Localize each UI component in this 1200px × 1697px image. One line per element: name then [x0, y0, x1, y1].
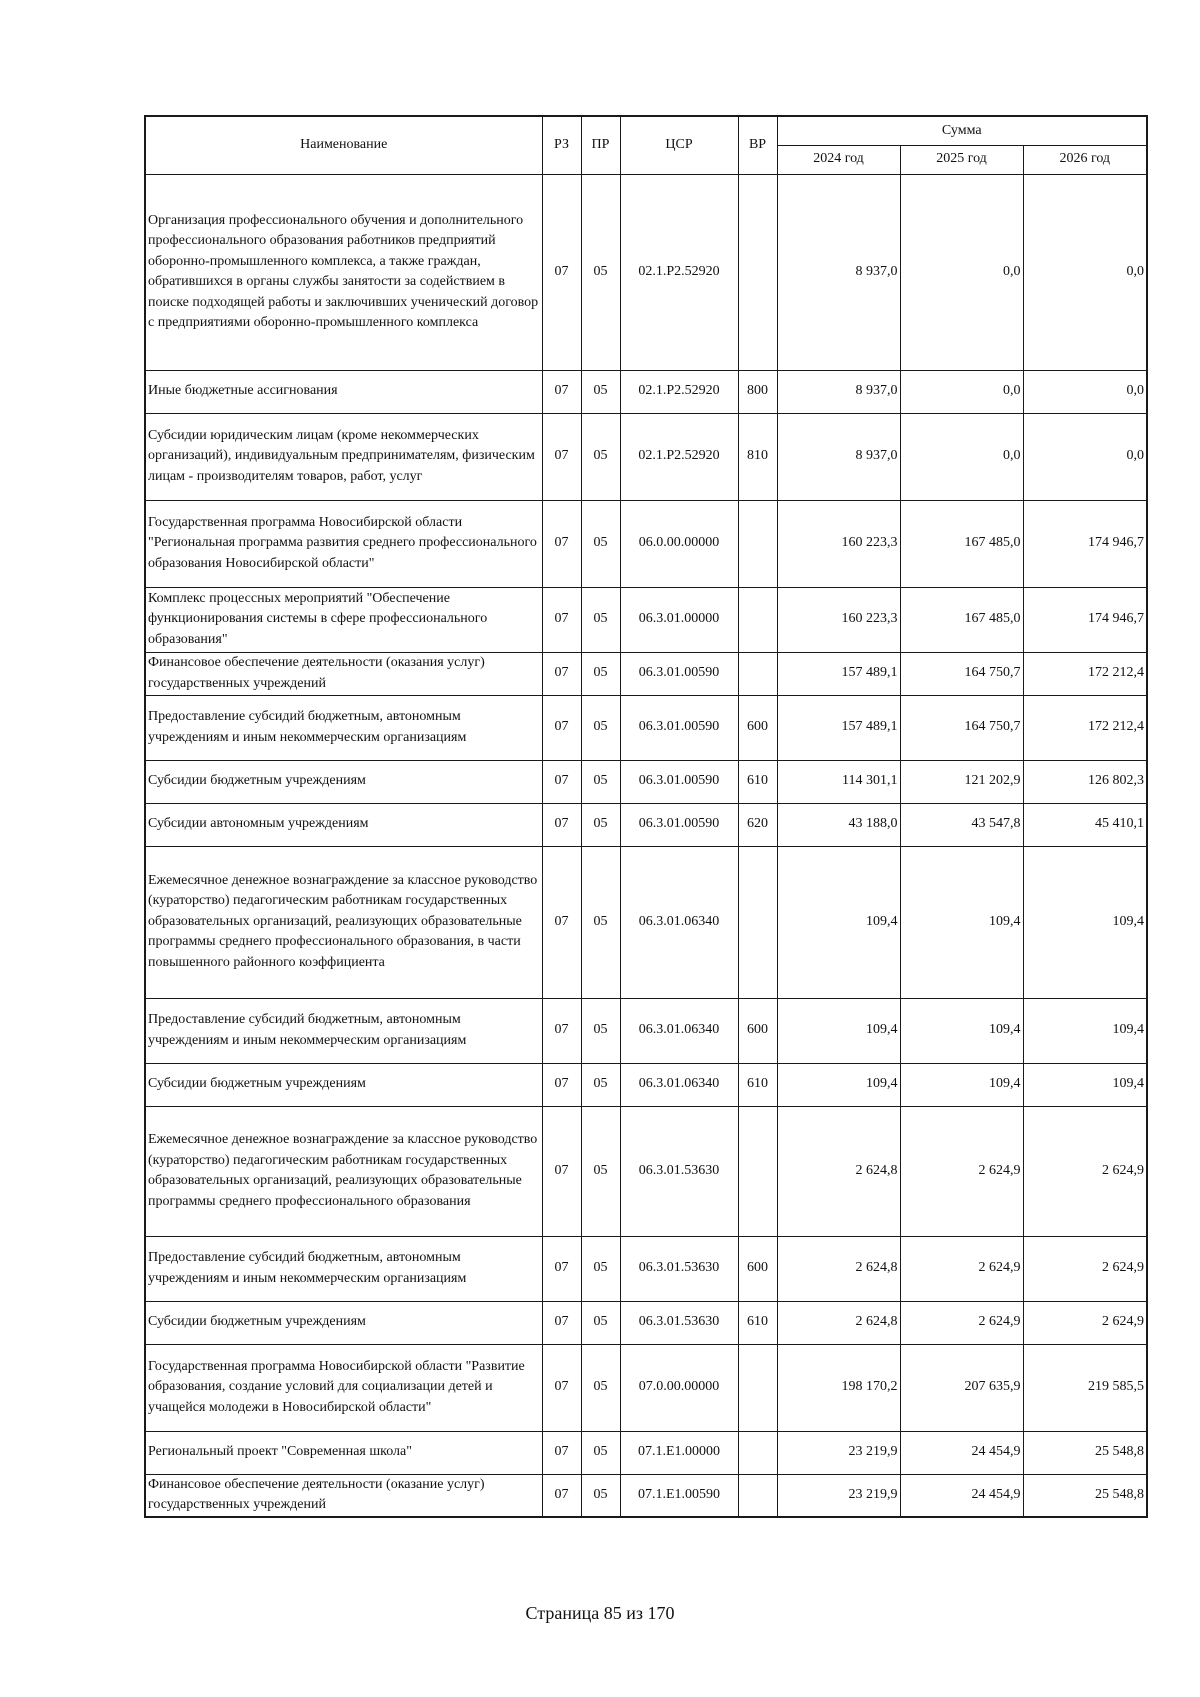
cell-pr: 05 — [581, 174, 620, 370]
table-row — [145, 1431, 1147, 1474]
cell-2025: 167 485,0 — [900, 500, 1023, 587]
cell-2025: 164 750,7 — [900, 695, 1023, 760]
cell-vr: 600 — [738, 1236, 777, 1301]
cell-vr — [738, 1431, 777, 1474]
cell-2026: 109,4 — [1023, 1063, 1147, 1106]
cell-csr: 07.0.00.00000 — [620, 1344, 738, 1431]
table-header — [145, 116, 1147, 174]
header-name: Наименование — [145, 116, 542, 174]
cell-2026: 45 410,1 — [1023, 803, 1147, 846]
cell-pr: 05 — [581, 652, 620, 695]
cell-2025: 164 750,7 — [900, 652, 1023, 695]
header-sum: Сумма — [777, 116, 1147, 145]
cell-csr: 06.3.01.53630 — [620, 1301, 738, 1344]
table-row — [145, 1474, 1147, 1517]
cell-vr: 810 — [738, 413, 777, 500]
cell-2024: 198 170,2 — [777, 1344, 900, 1431]
cell-2026: 172 212,4 — [1023, 695, 1147, 760]
table-body — [145, 174, 1147, 1517]
cell-2026: 0,0 — [1023, 174, 1147, 370]
cell-vr — [738, 1106, 777, 1236]
cell-name: Государственная программа Новосибирской области "Развитие образования, создание условий для социализации детей и учащейся молодежи в Новосибирской области" — [145, 1344, 542, 1431]
header-2025: 2025 год — [900, 145, 1023, 174]
cell-rz: 07 — [542, 695, 581, 760]
cell-2024: 109,4 — [777, 846, 900, 998]
cell-pr: 05 — [581, 370, 620, 413]
cell-2026: 219 585,5 — [1023, 1344, 1147, 1431]
table-row — [145, 1344, 1147, 1431]
cell-2024: 2 624,8 — [777, 1236, 900, 1301]
cell-2025: 0,0 — [900, 413, 1023, 500]
cell-vr — [738, 652, 777, 695]
cell-csr: 07.1.E1.00590 — [620, 1474, 738, 1517]
header-rz: РЗ — [542, 116, 581, 174]
header-2024: 2024 год — [777, 145, 900, 174]
cell-name: Ежемесячное денежное вознаграждение за классное руководство (кураторство) педагогическим работникам государственных образовательных организаций, реализующих образовательные программы среднего профессионального образования — [145, 1106, 542, 1236]
cell-csr: 02.1.P2.52920 — [620, 413, 738, 500]
cell-pr: 05 — [581, 998, 620, 1063]
cell-rz: 07 — [542, 413, 581, 500]
cell-2024: 160 223,3 — [777, 500, 900, 587]
cell-2024: 8 937,0 — [777, 370, 900, 413]
cell-2026: 109,4 — [1023, 998, 1147, 1063]
cell-rz: 07 — [542, 1431, 581, 1474]
table-row — [145, 413, 1147, 500]
cell-rz: 07 — [542, 803, 581, 846]
cell-vr: 610 — [738, 1301, 777, 1344]
cell-csr: 06.3.01.00590 — [620, 695, 738, 760]
cell-pr: 05 — [581, 413, 620, 500]
cell-pr: 05 — [581, 803, 620, 846]
cell-csr: 06.3.01.06340 — [620, 998, 738, 1063]
cell-vr: 600 — [738, 695, 777, 760]
cell-name: Субсидии бюджетным учреждениям — [145, 760, 542, 803]
cell-csr: 06.3.01.00590 — [620, 652, 738, 695]
cell-name: Субсидии автономным учреждениям — [145, 803, 542, 846]
cell-pr: 05 — [581, 1063, 620, 1106]
cell-name: Предоставление субсидий бюджетным, автономным учреждениям и иным некоммерческим организациям — [145, 1236, 542, 1301]
cell-2026: 0,0 — [1023, 413, 1147, 500]
cell-2025: 2 624,9 — [900, 1301, 1023, 1344]
cell-pr: 05 — [581, 500, 620, 587]
cell-2024: 8 937,0 — [777, 413, 900, 500]
cell-2025: 2 624,9 — [900, 1106, 1023, 1236]
cell-2026: 2 624,9 — [1023, 1301, 1147, 1344]
cell-vr — [738, 587, 777, 652]
cell-2024: 23 219,9 — [777, 1431, 900, 1474]
cell-name: Иные бюджетные ассигнования — [145, 370, 542, 413]
cell-2024: 157 489,1 — [777, 695, 900, 760]
cell-pr: 05 — [581, 587, 620, 652]
table-row — [145, 174, 1147, 370]
cell-2025: 2 624,9 — [900, 1236, 1023, 1301]
cell-vr: 800 — [738, 370, 777, 413]
cell-2025: 109,4 — [900, 846, 1023, 998]
cell-name: Субсидии юридическим лицам (кроме некоммерческих организаций), индивидуальным предпринимателям, физическим лицам - производителям товаров, работ, услуг — [145, 413, 542, 500]
cell-csr: 06.0.00.00000 — [620, 500, 738, 587]
cell-rz: 07 — [542, 500, 581, 587]
cell-rz: 07 — [542, 760, 581, 803]
cell-2026: 109,4 — [1023, 846, 1147, 998]
cell-pr: 05 — [581, 760, 620, 803]
cell-csr: 06.3.01.53630 — [620, 1236, 738, 1301]
cell-csr: 06.3.01.00590 — [620, 803, 738, 846]
cell-rz: 07 — [542, 1301, 581, 1344]
cell-2025: 109,4 — [900, 1063, 1023, 1106]
cell-rz: 07 — [542, 370, 581, 413]
cell-2026: 2 624,9 — [1023, 1106, 1147, 1236]
cell-2026: 25 548,8 — [1023, 1474, 1147, 1517]
cell-pr: 05 — [581, 1106, 620, 1236]
cell-pr: 05 — [581, 1474, 620, 1517]
table-row — [145, 760, 1147, 803]
table-row — [145, 652, 1147, 695]
cell-2025: 207 635,9 — [900, 1344, 1023, 1431]
cell-rz: 07 — [542, 846, 581, 998]
cell-2024: 157 489,1 — [777, 652, 900, 695]
header-2026: 2026 год — [1023, 145, 1147, 174]
cell-vr — [738, 174, 777, 370]
cell-vr — [738, 1344, 777, 1431]
table-row — [145, 846, 1147, 998]
cell-2024: 2 624,8 — [777, 1301, 900, 1344]
table-row — [145, 587, 1147, 652]
table-row — [145, 695, 1147, 760]
cell-2026: 126 802,3 — [1023, 760, 1147, 803]
cell-2025: 24 454,9 — [900, 1474, 1023, 1517]
cell-rz: 07 — [542, 998, 581, 1063]
cell-vr: 620 — [738, 803, 777, 846]
cell-csr: 02.1.P2.52920 — [620, 370, 738, 413]
cell-vr — [738, 500, 777, 587]
cell-csr: 06.3.01.06340 — [620, 1063, 738, 1106]
budget-table — [144, 115, 1148, 1518]
cell-2024: 23 219,9 — [777, 1474, 900, 1517]
cell-2024: 160 223,3 — [777, 587, 900, 652]
cell-csr: 06.3.01.53630 — [620, 1106, 738, 1236]
header-csr: ЦСР — [620, 116, 738, 174]
cell-csr: 06.3.01.00000 — [620, 587, 738, 652]
header-vr: ВР — [738, 116, 777, 174]
cell-2026: 25 548,8 — [1023, 1431, 1147, 1474]
cell-name: Предоставление субсидий бюджетным, автономным учреждениям и иным некоммерческим организациям — [145, 695, 542, 760]
cell-name: Региональный проект "Современная школа" — [145, 1431, 542, 1474]
cell-name: Субсидии бюджетным учреждениям — [145, 1063, 542, 1106]
cell-rz: 07 — [542, 1063, 581, 1106]
cell-name: Комплекс процессных мероприятий "Обеспечение функционирования системы в сфере профессионального образования" — [145, 587, 542, 652]
cell-2024: 2 624,8 — [777, 1106, 900, 1236]
cell-2024: 109,4 — [777, 998, 900, 1063]
cell-2026: 174 946,7 — [1023, 587, 1147, 652]
cell-name: Ежемесячное денежное вознаграждение за классное руководство (кураторство) педагогическим работникам государственных образовательных организаций, реализующих образовательные программы среднего профессионального образования, в части повышенного районного коэффициента — [145, 846, 542, 998]
cell-2025: 0,0 — [900, 174, 1023, 370]
cell-csr: 07.1.E1.00000 — [620, 1431, 738, 1474]
cell-2024: 114 301,1 — [777, 760, 900, 803]
cell-name: Организация профессионального обучения и дополнительного профессионального образования работников предприятий оборонно-промышленного комплекса, а также граждан, обратившихся в органы службы занятости за содействием в поиске подходящей работы и заключивших ученический договор с предприятиями оборонно-промышленного комплекса — [145, 174, 542, 370]
cell-rz: 07 — [542, 1106, 581, 1236]
table-row — [145, 500, 1147, 587]
cell-csr: 06.3.01.06340 — [620, 846, 738, 998]
cell-2026: 172 212,4 — [1023, 652, 1147, 695]
cell-2025: 109,4 — [900, 998, 1023, 1063]
cell-pr: 05 — [581, 846, 620, 998]
cell-2025: 43 547,8 — [900, 803, 1023, 846]
cell-2025: 167 485,0 — [900, 587, 1023, 652]
cell-rz: 07 — [542, 1236, 581, 1301]
cell-vr — [738, 846, 777, 998]
cell-2024: 43 188,0 — [777, 803, 900, 846]
cell-name: Предоставление субсидий бюджетным, автономным учреждениям и иным некоммерческим организациям — [145, 998, 542, 1063]
cell-vr — [738, 1474, 777, 1517]
cell-name: Государственная программа Новосибирской области "Региональная программа развития среднего профессионального образования Новосибирской области" — [145, 500, 542, 587]
table-row — [145, 1106, 1147, 1236]
cell-csr: 06.3.01.00590 — [620, 760, 738, 803]
cell-rz: 07 — [542, 1474, 581, 1517]
cell-2025: 121 202,9 — [900, 760, 1023, 803]
cell-pr: 05 — [581, 695, 620, 760]
table-row — [145, 998, 1147, 1063]
cell-pr: 05 — [581, 1301, 620, 1344]
cell-pr: 05 — [581, 1236, 620, 1301]
cell-pr: 05 — [581, 1344, 620, 1431]
cell-2026: 0,0 — [1023, 370, 1147, 413]
cell-2025: 24 454,9 — [900, 1431, 1023, 1474]
cell-2024: 8 937,0 — [777, 174, 900, 370]
cell-2026: 174 946,7 — [1023, 500, 1147, 587]
page-number: Страница 85 из 170 — [525, 1603, 675, 1623]
table-row — [145, 370, 1147, 413]
cell-vr: 610 — [738, 760, 777, 803]
table-row — [145, 1236, 1147, 1301]
cell-rz: 07 — [542, 174, 581, 370]
header-pr: ПР — [581, 116, 620, 174]
table-row — [145, 1063, 1147, 1106]
cell-csr: 02.1.P2.52920 — [620, 174, 738, 370]
cell-2024: 109,4 — [777, 1063, 900, 1106]
table-row — [145, 1301, 1147, 1344]
cell-name: Финансовое обеспечение деятельности (оказание услуг) государственных учреждений — [145, 1474, 542, 1517]
cell-2026: 2 624,9 — [1023, 1236, 1147, 1301]
cell-name: Субсидии бюджетным учреждениям — [145, 1301, 542, 1344]
cell-2025: 0,0 — [900, 370, 1023, 413]
cell-rz: 07 — [542, 587, 581, 652]
cell-vr: 600 — [738, 998, 777, 1063]
cell-rz: 07 — [542, 652, 581, 695]
cell-name: Финансовое обеспечение деятельности (оказания услуг) государственных учреждений — [145, 652, 542, 695]
table-row — [145, 803, 1147, 846]
cell-pr: 05 — [581, 1431, 620, 1474]
cell-vr: 610 — [738, 1063, 777, 1106]
cell-rz: 07 — [542, 1344, 581, 1431]
